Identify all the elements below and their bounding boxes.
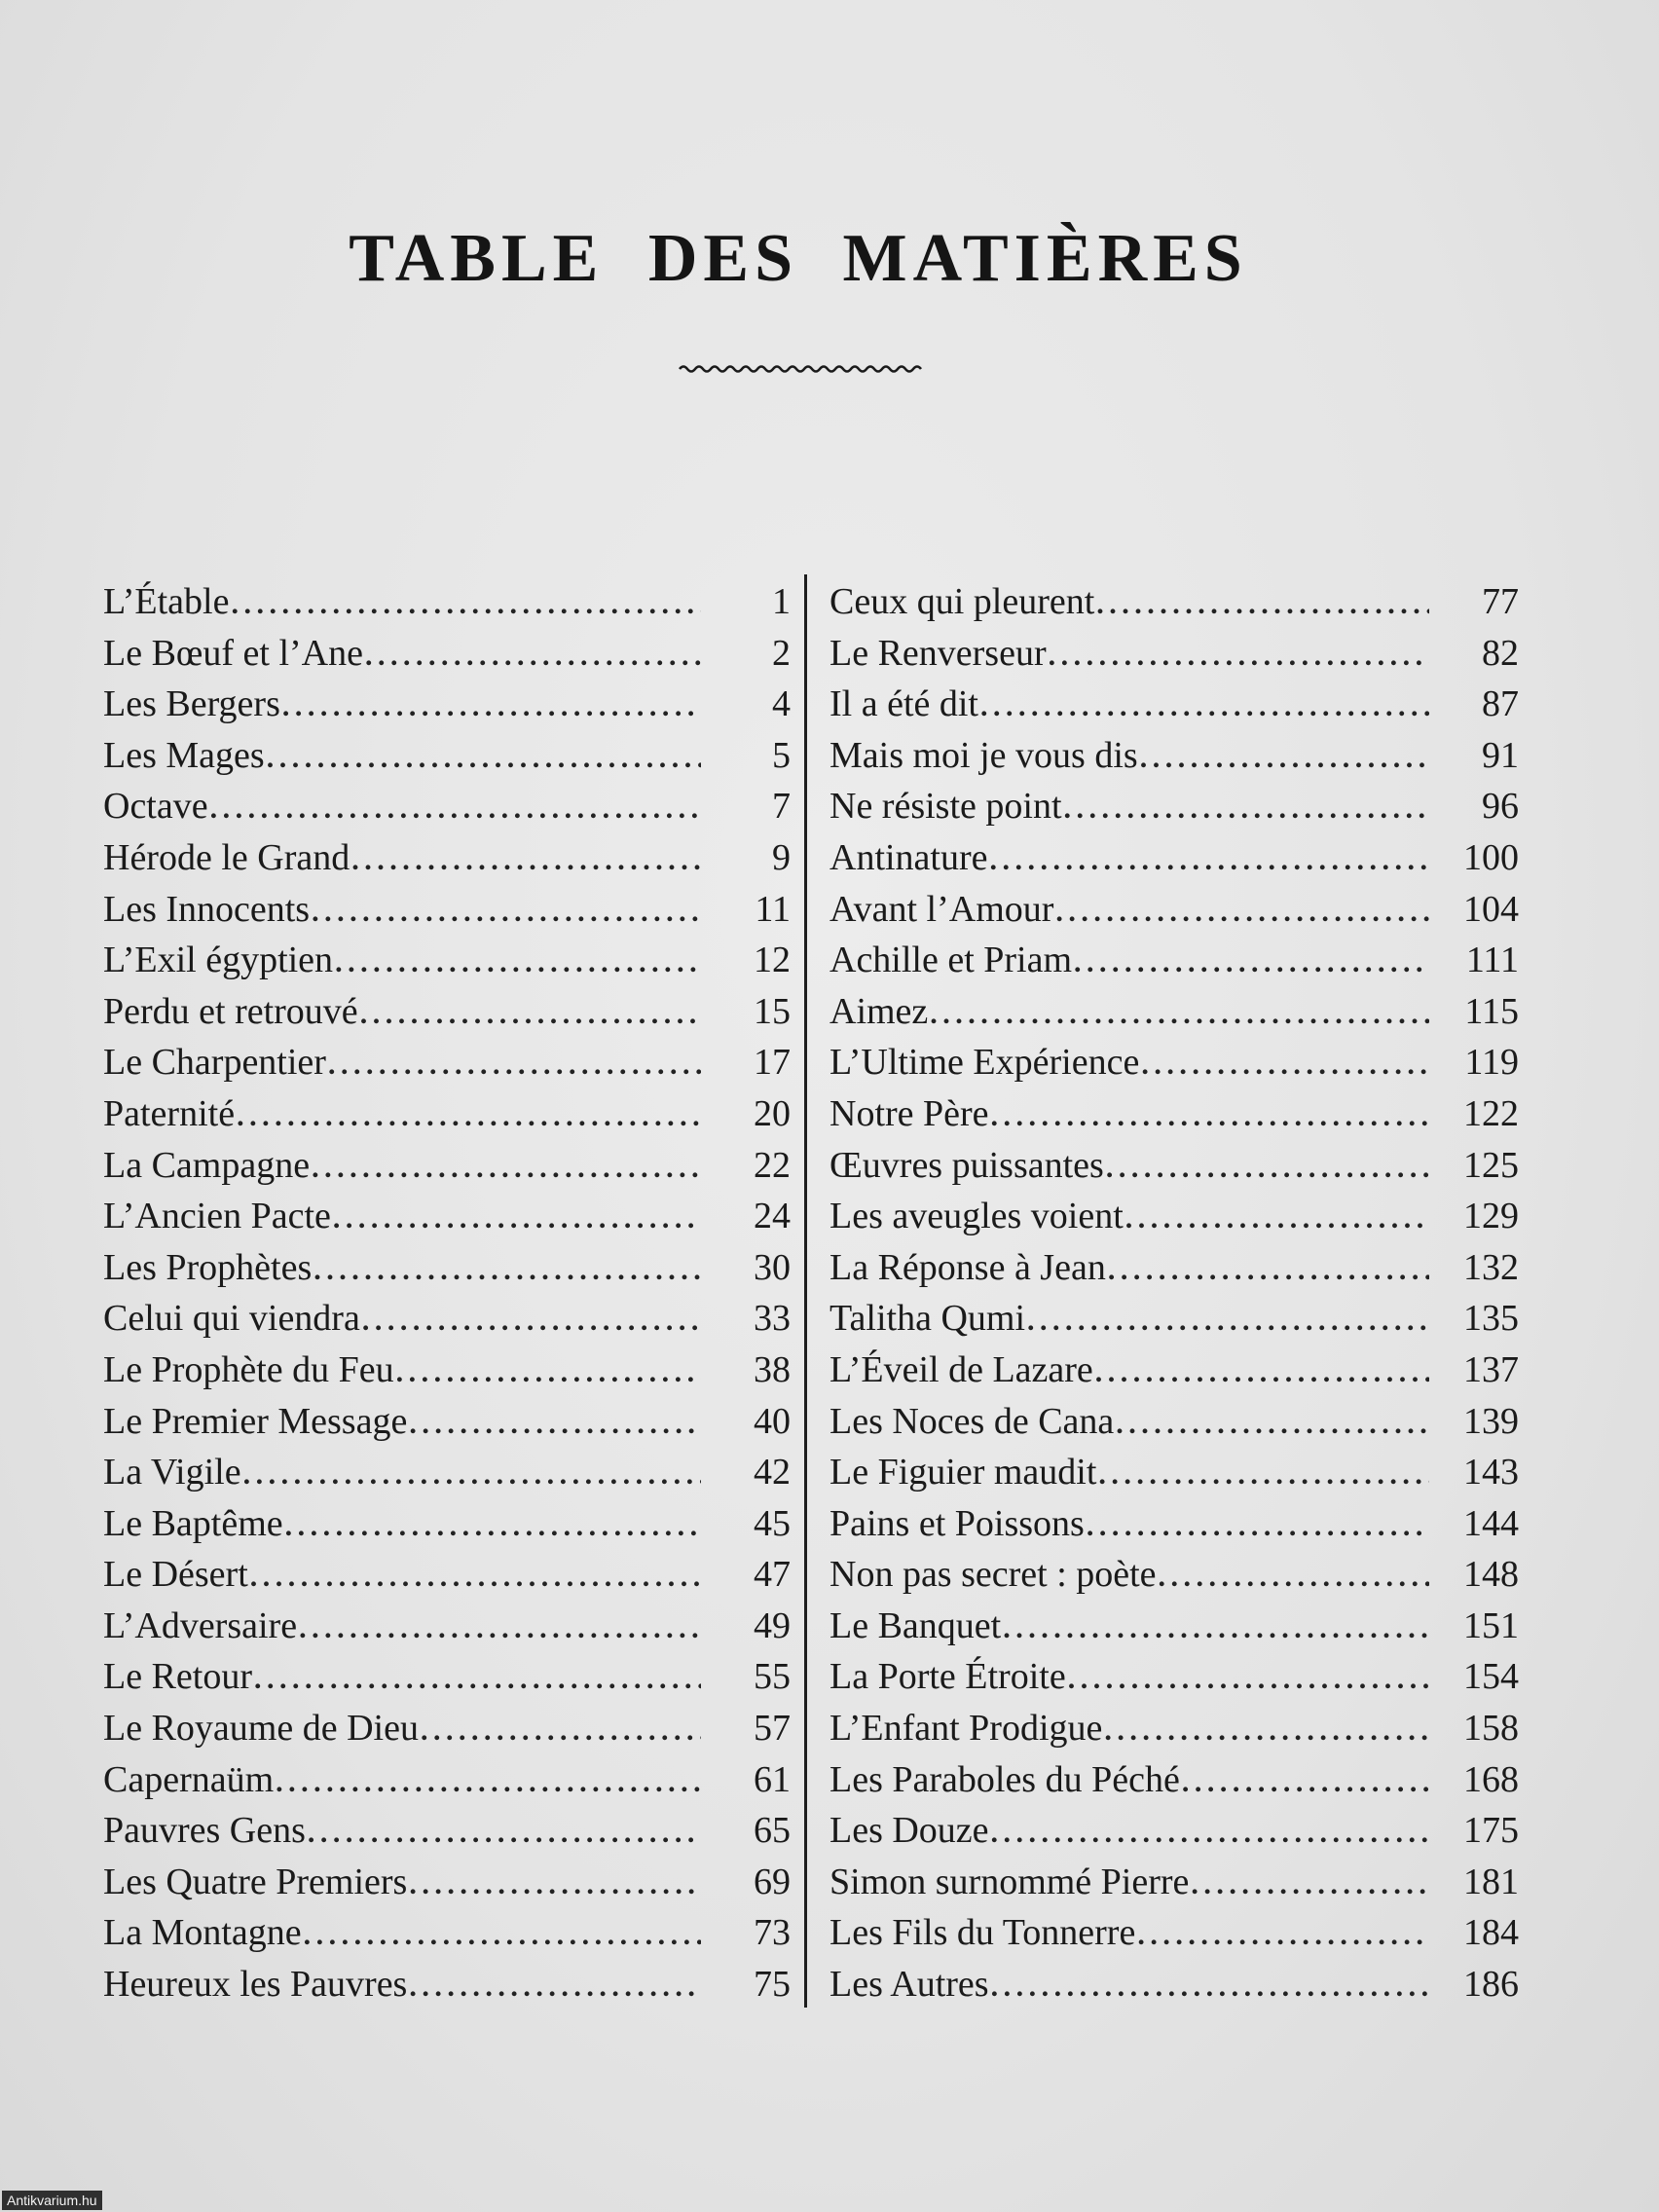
- toc-entry-title: Pauvres Gens: [103, 1810, 306, 1852]
- dot-leader: [250, 1552, 701, 1604]
- dot-leader: [1116, 1399, 1429, 1451]
- toc-entry-title: La Vigile: [103, 1452, 241, 1493]
- toc-entry-title: Les Paraboles du Péché: [830, 1758, 1180, 1800]
- toc-entry-page-number: 181: [1463, 1861, 1519, 1902]
- toc-entry-title: Hérode le Grand: [103, 836, 350, 878]
- toc-entry: [103, 986, 791, 1038]
- dot-leader: [1055, 887, 1429, 939]
- toc-entry: [830, 1037, 1519, 1088]
- dot-leader: [1137, 1910, 1429, 1962]
- toc-entry-title: Le Désert: [103, 1554, 248, 1596]
- toc-entry-title: Pains et Poissons: [830, 1502, 1085, 1544]
- toc-entry-page-number: 104: [1463, 888, 1519, 930]
- dot-leader: [335, 938, 701, 989]
- toc-entry-page-number: 168: [1463, 1758, 1519, 1800]
- toc-entry: [103, 1601, 791, 1652]
- dot-leader: [1182, 1757, 1429, 1809]
- toc-entry: [830, 1293, 1519, 1345]
- toc-entry: [103, 832, 791, 884]
- dot-leader: [1074, 938, 1429, 989]
- toc-entry: [830, 884, 1519, 936]
- toc-entry-page-number: 151: [1463, 1604, 1519, 1646]
- toc-entry: [830, 832, 1519, 884]
- toc-entry: [103, 1651, 791, 1703]
- toc-entry-page-number: 143: [1463, 1452, 1519, 1493]
- toc-entry: [103, 1754, 791, 1806]
- toc-entry-title: Les Fils du Tonnerre: [830, 1912, 1136, 1954]
- toc-entry-page-number: 87: [1482, 683, 1519, 725]
- toc-entry-page-number: 20: [754, 1092, 791, 1134]
- dot-leader: [282, 682, 701, 733]
- toc-entry-title: Avant l’Amour: [830, 888, 1054, 930]
- toc-entry-title: Le Figuier maudit: [830, 1452, 1097, 1493]
- dot-leader: [1096, 579, 1429, 631]
- toc-entry-title: Mais moi je vous dis: [830, 734, 1138, 776]
- toc-entry-page-number: 125: [1463, 1144, 1519, 1186]
- toc-entry-page-number: 1: [772, 581, 791, 622]
- dot-leader: [231, 579, 701, 631]
- dot-leader: [299, 1604, 701, 1655]
- toc-entry: [830, 1498, 1519, 1550]
- toc-entry: [830, 781, 1519, 832]
- toc-entry-title: Celui qui viendra: [103, 1298, 360, 1340]
- toc-entry: [830, 1754, 1519, 1806]
- dot-leader: [930, 989, 1429, 1041]
- dot-leader: [1125, 1194, 1429, 1245]
- toc-entry-page-number: 12: [754, 940, 791, 981]
- toc-entry-page-number: 111: [1465, 940, 1519, 981]
- toc-entry: [830, 730, 1519, 782]
- toc-entry: [830, 1242, 1519, 1294]
- toc-entry-title: Simon surnommé Pierre: [830, 1861, 1190, 1902]
- dot-leader: [409, 1860, 701, 1911]
- dot-leader: [1104, 1706, 1429, 1757]
- dot-leader: [312, 1143, 701, 1195]
- toc-entry-title: La Montagne: [103, 1912, 302, 1954]
- toc-entry-page-number: 186: [1463, 1964, 1519, 2006]
- toc-entry-page-number: 148: [1463, 1554, 1519, 1596]
- toc-entry-title: Les Bergers: [103, 683, 280, 725]
- toc-entry: [103, 730, 791, 782]
- toc-entry: [830, 1191, 1519, 1242]
- dot-leader: [1191, 1860, 1429, 1911]
- toc-entry-title: Notre Père: [830, 1092, 989, 1134]
- toc-entry: [103, 1088, 791, 1140]
- toc-entry: [830, 1805, 1519, 1857]
- toc-entry-title: Les Innocents: [103, 888, 311, 930]
- toc-entry: [830, 1549, 1519, 1601]
- dot-leader: [285, 1501, 701, 1553]
- dot-leader: [254, 1654, 701, 1706]
- toc-entry-page-number: 115: [1464, 990, 1519, 1032]
- toc-entry: [830, 1651, 1519, 1703]
- toc-entry-page-number: 96: [1482, 786, 1519, 828]
- toc-entry-title: Non pas secret : poète: [830, 1554, 1157, 1596]
- toc-entry: [103, 1345, 791, 1396]
- toc-entry-page-number: 4: [772, 683, 791, 725]
- toc-entry-page-number: 38: [754, 1348, 791, 1390]
- dot-leader: [360, 989, 701, 1041]
- toc-entry-page-number: 144: [1463, 1502, 1519, 1544]
- dot-leader: [1159, 1552, 1429, 1604]
- toc-entry-title: L’Ultime Expérience: [830, 1042, 1140, 1084]
- toc-entry: [830, 935, 1519, 986]
- toc-entry: [103, 1857, 791, 1908]
- toc-entry-page-number: 82: [1482, 632, 1519, 674]
- toc-entry-title: L’Étable: [103, 581, 230, 622]
- toc-entry-page-number: 9: [772, 836, 791, 878]
- toc-entry: [830, 576, 1519, 628]
- toc-entry: [103, 628, 791, 680]
- toc-entry: [830, 1088, 1519, 1140]
- toc-entry-page-number: 139: [1463, 1400, 1519, 1442]
- toc-entry-title: Le Charpentier: [103, 1042, 326, 1084]
- dot-leader: [308, 1808, 701, 1860]
- dot-leader: [237, 1091, 701, 1143]
- toc-entry: [103, 1959, 791, 2010]
- toc-entry: [103, 1140, 791, 1192]
- dot-leader: [980, 682, 1429, 733]
- toc-entry: [830, 1959, 1519, 2010]
- dot-leader: [991, 1091, 1429, 1143]
- toc-entry-title: L’Adversaire: [103, 1604, 298, 1646]
- toc-entry: [830, 1396, 1519, 1448]
- toc-entry-title: Les Quatre Premiers: [103, 1861, 408, 1902]
- toc-entry: [103, 1447, 791, 1498]
- dot-leader: [333, 1194, 701, 1245]
- dot-leader: [1108, 1245, 1429, 1297]
- toc-entry: [103, 1907, 791, 1959]
- toc-entry-page-number: 77: [1482, 581, 1519, 622]
- toc-entry: [103, 1498, 791, 1550]
- toc-entry-title: Le Banquet: [830, 1604, 1002, 1646]
- toc-entry-page-number: 61: [754, 1758, 791, 1800]
- toc-entry-page-number: 184: [1463, 1912, 1519, 1954]
- toc-entry-title: Antinature: [830, 836, 988, 878]
- dot-leader: [1027, 1296, 1429, 1347]
- toc-right-column: [830, 576, 1519, 2010]
- toc-entry-title: Ceux qui pleurent: [830, 581, 1095, 622]
- toc-entry-page-number: 7: [772, 786, 791, 828]
- toc-entry-title: Il a été dit: [830, 683, 978, 725]
- toc-entry-title: Achille et Priam: [830, 940, 1073, 981]
- toc-entry: [103, 1805, 791, 1857]
- dot-leader: [1087, 1501, 1429, 1553]
- toc-entry-title: Le Retour: [103, 1656, 253, 1698]
- dot-leader: [1095, 1347, 1429, 1399]
- dot-leader: [1003, 1604, 1429, 1655]
- dot-leader: [409, 1962, 701, 2013]
- dot-leader: [991, 1962, 1429, 2013]
- dot-leader: [351, 835, 701, 887]
- toc-entry-title: Paternité: [103, 1092, 236, 1134]
- toc-entry-title: L’Exil égyptien: [103, 940, 334, 981]
- dot-leader: [313, 1245, 701, 1297]
- dot-leader: [243, 1450, 701, 1501]
- toc-entry: [103, 935, 791, 986]
- toc-entry: [103, 576, 791, 628]
- toc-entry-title: Le Baptême: [103, 1502, 283, 1544]
- toc-entry: [103, 781, 791, 832]
- dot-leader: [1049, 631, 1429, 682]
- page-title: TABLE DES MATIÈRES: [349, 221, 1248, 296]
- toc-entry-title: Les aveugles voient: [830, 1196, 1124, 1237]
- toc-entry-title: Le Bœuf et l’Ane: [103, 632, 363, 674]
- dot-leader: [421, 1706, 701, 1757]
- toc-entry-title: Capernaüm: [103, 1758, 275, 1800]
- toc-entry-page-number: 75: [754, 1964, 791, 2006]
- toc-entry: [830, 1345, 1519, 1396]
- toc-entry-page-number: 22: [754, 1144, 791, 1186]
- dot-leader: [365, 631, 701, 682]
- dot-leader: [267, 733, 701, 785]
- dot-leader: [991, 1808, 1429, 1860]
- toc-entry-title: Le Renverseur: [830, 632, 1047, 674]
- toc-entry-page-number: 11: [755, 888, 791, 930]
- toc-entry: [103, 1037, 791, 1088]
- toc-entry: [830, 1601, 1519, 1652]
- toc-entry-page-number: 40: [754, 1400, 791, 1442]
- toc-entry-title: L’Ancien Pacte: [103, 1196, 331, 1237]
- dot-leader: [328, 1040, 701, 1091]
- toc-entry-page-number: 15: [754, 990, 791, 1032]
- dot-leader: [1098, 1450, 1429, 1501]
- toc-entry-title: Le Premier Message: [103, 1400, 408, 1442]
- dot-leader: [409, 1399, 701, 1451]
- toc-entry-page-number: 65: [754, 1810, 791, 1852]
- toc-entry: [830, 1703, 1519, 1754]
- toc-entry-title: Ne résiste point: [830, 786, 1062, 828]
- toc-entry-page-number: 132: [1463, 1246, 1519, 1288]
- toc-entry-title: La Réponse à Jean: [830, 1246, 1106, 1288]
- dot-leader: [990, 835, 1429, 887]
- toc-entry: [830, 628, 1519, 680]
- dot-leader: [1140, 733, 1429, 785]
- toc-entry-page-number: 2: [772, 632, 791, 674]
- toc-entry: [103, 1703, 791, 1754]
- toc-entry: [103, 884, 791, 936]
- toc-entry-page-number: 154: [1463, 1656, 1519, 1698]
- toc-entry-page-number: 135: [1463, 1298, 1519, 1340]
- toc-entry-page-number: 47: [754, 1554, 791, 1596]
- toc-entry: [103, 1242, 791, 1294]
- toc-entry: [830, 1857, 1519, 1908]
- toc-entry-page-number: 42: [754, 1452, 791, 1493]
- toc-entry: [830, 679, 1519, 730]
- toc-entry-page-number: 17: [754, 1042, 791, 1084]
- dot-leader: [362, 1296, 701, 1347]
- toc-entry: [103, 679, 791, 730]
- toc-entry-title: Œuvres puissantes: [830, 1144, 1104, 1186]
- toc-entry: [103, 1396, 791, 1448]
- dot-leader: [210, 784, 701, 835]
- dot-leader: [276, 1757, 701, 1809]
- toc-entry-title: L’Enfant Prodigue: [830, 1708, 1103, 1750]
- toc-entry-page-number: 24: [754, 1196, 791, 1237]
- toc-entry-page-number: 30: [754, 1246, 791, 1288]
- toc-entry: [830, 1907, 1519, 1959]
- toc-entry-title: Talitha Qumi: [830, 1298, 1026, 1340]
- toc-entry-page-number: 73: [754, 1912, 791, 1954]
- toc-entry-title: Perdu et retrouvé: [103, 990, 358, 1032]
- toc-entry: [103, 1191, 791, 1242]
- toc-entry: [103, 1549, 791, 1601]
- toc-entry-page-number: 57: [754, 1708, 791, 1750]
- toc-entry-title: Le Prophète du Feu: [103, 1348, 394, 1390]
- column-divider: [804, 574, 807, 2008]
- toc-entry-page-number: 5: [772, 734, 791, 776]
- watermark: Antikvarium.hu: [2, 2191, 102, 2210]
- dot-leader: [1064, 784, 1429, 835]
- toc-entry-page-number: 129: [1463, 1196, 1519, 1237]
- toc-entry-title: Heureux les Pauvres: [103, 1964, 408, 2006]
- dot-leader: [304, 1910, 701, 1962]
- dot-leader: [1068, 1654, 1429, 1706]
- toc-entry: [830, 1447, 1519, 1498]
- toc-entry: [830, 986, 1519, 1038]
- toc-entry: [830, 1140, 1519, 1192]
- toc-entry-title: Les Prophètes: [103, 1246, 313, 1288]
- toc-entry-title: Aimez: [830, 990, 929, 1032]
- toc-entry: [103, 1293, 791, 1345]
- toc-entry-title: Le Royaume de Dieu: [103, 1708, 419, 1750]
- toc-entry-page-number: 55: [754, 1656, 791, 1698]
- toc-entry-page-number: 100: [1463, 836, 1519, 878]
- toc-entry-title: Les Douze: [830, 1810, 989, 1852]
- toc-entry-title: Les Autres: [830, 1964, 989, 2006]
- toc-entry-title: L’Éveil de Lazare: [830, 1348, 1093, 1390]
- dot-leader: [312, 887, 701, 939]
- toc-entry-page-number: 69: [754, 1861, 791, 1902]
- toc-entry-page-number: 119: [1464, 1042, 1519, 1084]
- toc-entry-page-number: 91: [1482, 734, 1519, 776]
- toc-entry-title: Les Mages: [103, 734, 265, 776]
- toc-entry-page-number: 175: [1463, 1810, 1519, 1852]
- toc-entry-page-number: 137: [1463, 1348, 1519, 1390]
- dot-leader: [396, 1347, 701, 1399]
- toc-left-column: [103, 576, 791, 2010]
- toc-entry-page-number: 33: [754, 1298, 791, 1340]
- toc-entry-page-number: 45: [754, 1502, 791, 1544]
- toc-entry-page-number: 122: [1463, 1092, 1519, 1134]
- toc-entry-title: La Campagne: [103, 1144, 311, 1186]
- dot-leader: [1141, 1040, 1429, 1091]
- toc-entry-page-number: 158: [1463, 1708, 1519, 1750]
- toc-entry-page-number: 49: [754, 1604, 791, 1646]
- dot-leader: [1106, 1143, 1429, 1195]
- toc-entry-title: Les Noces de Cana: [830, 1400, 1115, 1442]
- toc-entry-title: La Porte Étroite: [830, 1656, 1066, 1698]
- toc-entry-title: Octave: [103, 786, 208, 828]
- wavy-rule-ornament: [678, 362, 925, 376]
